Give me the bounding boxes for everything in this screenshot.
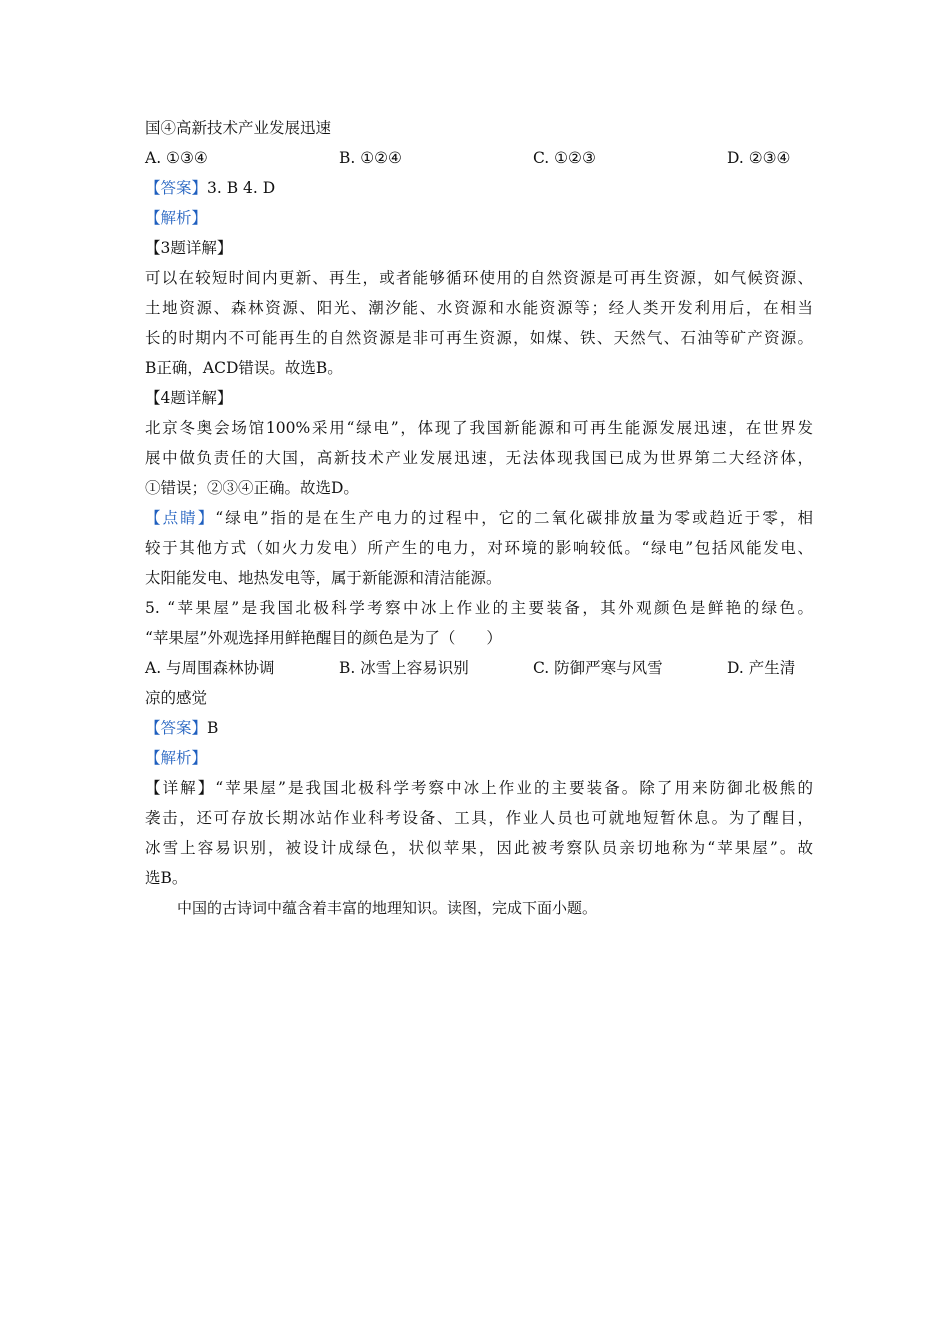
document-page: [145, 113, 813, 923]
analysis-tag: 【解析】: [145, 749, 208, 767]
paragraph-line: 选B。: [145, 869, 188, 887]
next-section-intro: 中国的古诗词中蕴含着丰富的地理知识。读图，完成下面小题。: [177, 899, 598, 917]
option-a: A. ①③④: [145, 149, 208, 167]
question-5-stem: 5. “苹果屋”是我国北极科学考察中冰上作业的主要装备，其外观颜色是鲜艳的绿色。: [145, 599, 813, 617]
tip-tag: 【点睛】: [145, 509, 216, 527]
option-d: D. 产生清: [727, 659, 796, 677]
answer-tag: 【答案】: [145, 179, 208, 197]
detail-text: “苹果屋”是我国北极科学考察中冰上作业的主要装备。除了用来防御北极熊的: [215, 779, 813, 797]
tip-line: [145, 503, 813, 533]
question-5-stem: “苹果屋”外观选择用鲜艳醒目的颜色是为了（ ）: [145, 629, 502, 647]
answer-text: 3. B 4. D: [207, 179, 276, 197]
option-a: A. 与周围森林协调: [145, 659, 275, 677]
paragraph-line: 太阳能发电、地热发电等，属于新能源和清洁能源。: [145, 569, 502, 587]
paragraph-line: 可以在较短时间内更新、再生，或者能够循环使用的自然资源是可再生资源，如气候资源、: [145, 269, 813, 287]
option-d: D. ②③④: [727, 149, 791, 167]
q4-detail-heading: 【4题详解】: [145, 389, 233, 407]
paragraph-line: 冰雪上容易识别，被设计成绿色，状似苹果，因此被考察队员亲切地称为“苹果屋”。故: [145, 839, 813, 857]
paragraph-line: 土地资源、森林资源、阳光、潮汐能、水资源和水能资源等；经人类开发利用后，在相当: [145, 299, 813, 317]
paragraph-line: 展中做负责任的大国，高新技术产业发展迅速，无法体现我国已成为世界第二大经济体，: [145, 449, 813, 467]
answer-options-q5: [145, 653, 813, 683]
detail-line: [145, 773, 813, 803]
option-c: C. 防御严寒与风雪: [533, 659, 663, 677]
answer-options-q4: [145, 143, 813, 173]
answer-tag: 【答案】: [145, 719, 208, 737]
detail-tag: 【详解】: [145, 779, 216, 797]
paragraph-line: B正确，ACD错误。故选B。: [145, 359, 343, 377]
paragraph-line: 较于其他方式（如火力发电）所产生的电力，对环境的影响较低。“绿电”包括风能发电、: [145, 539, 813, 557]
option-c: C. ①②③: [533, 149, 596, 167]
analysis-tag: 【解析】: [145, 209, 208, 227]
answer-line-q3-q4: [145, 173, 813, 203]
q3-detail-heading: 【3题详解】: [145, 239, 233, 257]
option-b: B. 冰雪上容易识别: [339, 659, 469, 677]
paragraph-line: 长的时期内不可能再生的自然资源是非可再生资源，如煤、铁、天然气、石油等矿产资源。: [145, 329, 813, 347]
tip-text: “绿电”指的是在生产电力的过程中，它的二氧化碳排放量为零或趋近于零，相: [215, 509, 813, 527]
answer-line-q5: [145, 713, 813, 743]
question-continuation: 国④高新技术产业发展迅速: [145, 119, 332, 137]
paragraph-line: 袭击，还可存放长期冰站作业科考设备、工具，作业人员也可就地短暂休息。为了醒目，: [145, 809, 813, 827]
option-d-continuation: 凉的感觉: [145, 689, 208, 707]
option-b: B. ①②④: [339, 149, 402, 167]
answer-text: B: [207, 719, 219, 737]
paragraph-line: 北京冬奥会场馆100%采用“绿电”，体现了我国新能源和可再生能源发展迅速，在世界发: [145, 419, 813, 437]
paragraph-line: ①错误；②③④正确。故选D。: [145, 479, 359, 497]
